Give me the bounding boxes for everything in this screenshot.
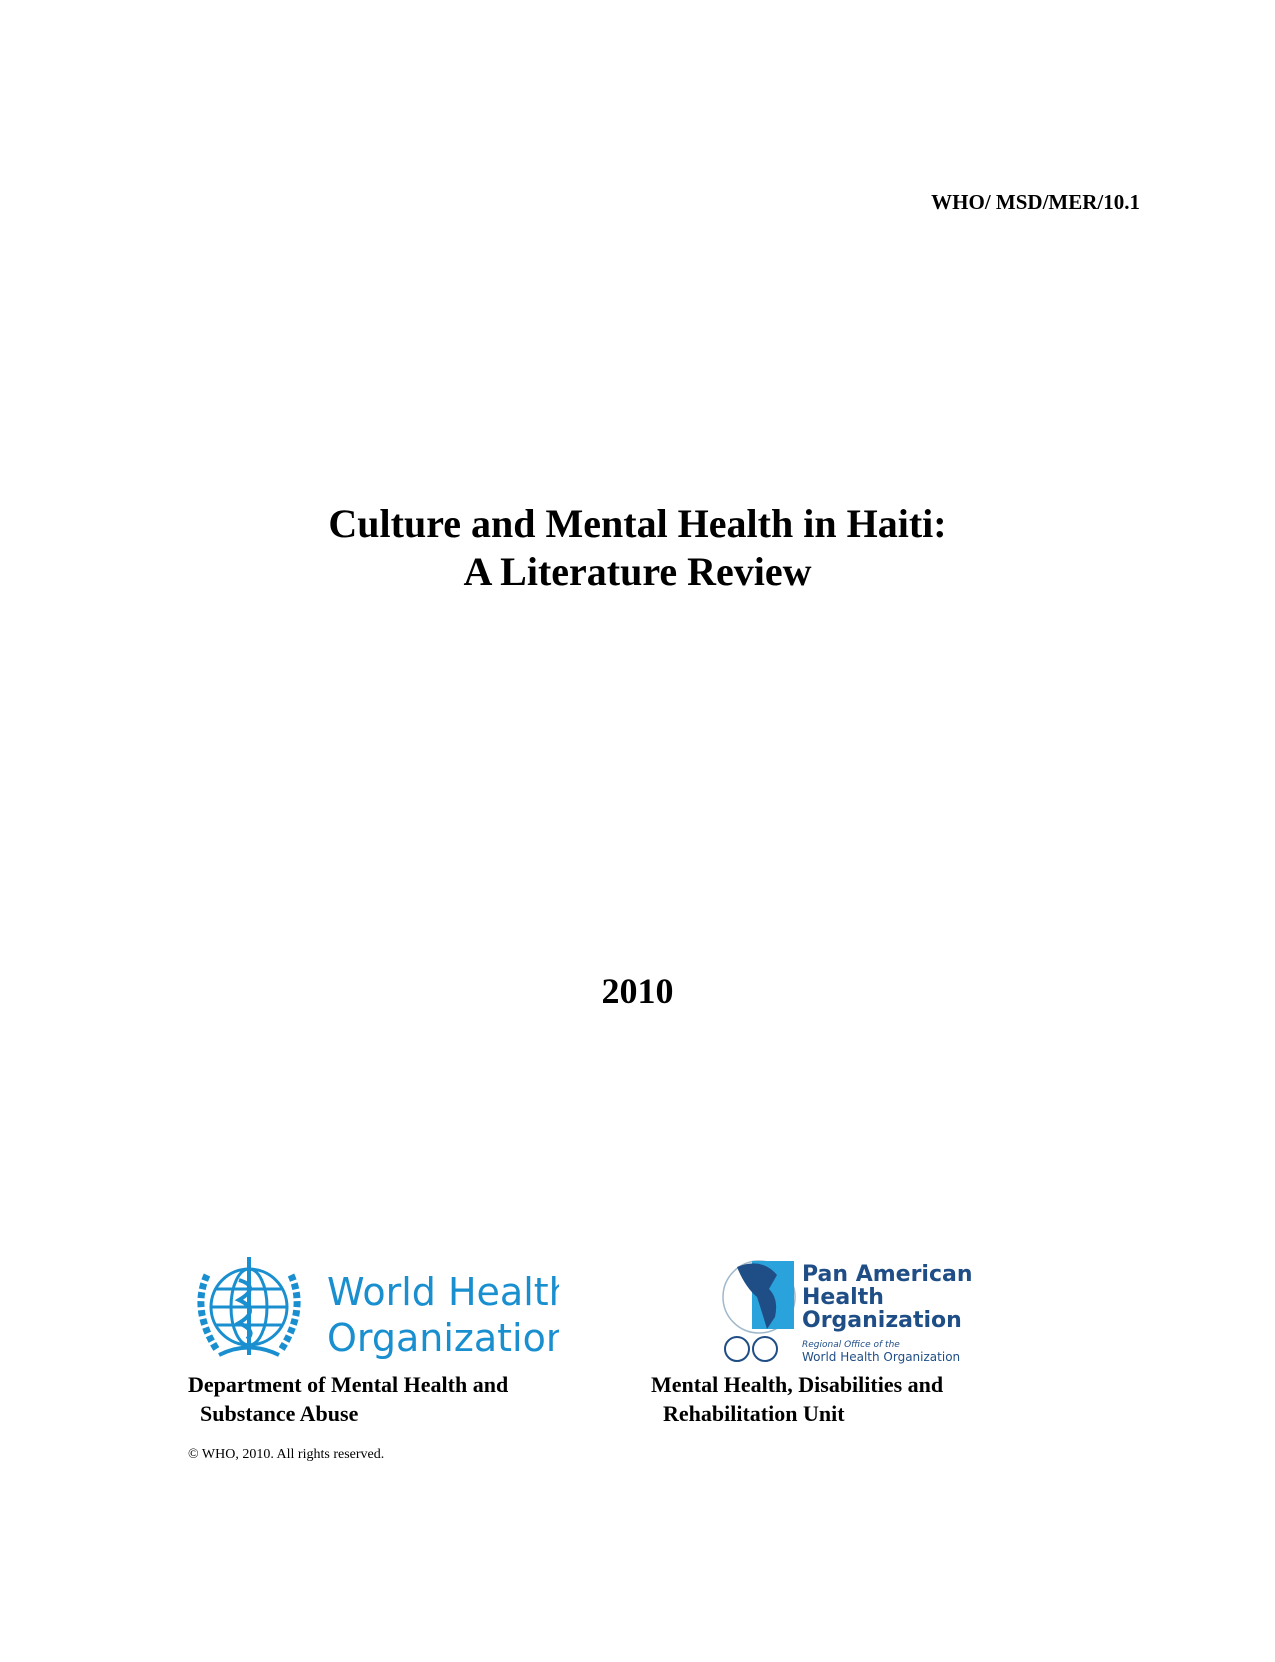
title-line-1: Culture and Mental Health in Haiti: [328,501,947,546]
title-line-2: A Literature Review [463,549,812,594]
document-title [0,500,1275,596]
who-logo-line-1: World Health [327,1270,559,1314]
who-logo [189,1255,559,1367]
who-department-line-1: Department of Mental Health and [188,1372,509,1397]
paho-logo-sub-1: Regional Office of the [802,1340,900,1350]
copyright-notice: © WHO, 2010. All rights reserved. [188,1447,385,1462]
document-number: WHO/ MSD/MER/10.1 [931,190,1140,214]
paho-logo-line-2: Health [802,1285,884,1310]
who-logo-line-2: Organization [327,1316,559,1360]
paho-unit-line-1: Mental Health, Disabilities and [651,1372,944,1397]
publication-year: 2010 [601,971,674,1011]
paho-unit-line-2: Rehabilitation Unit [663,1401,845,1426]
paho-logo [717,1257,992,1369]
who-department-line-2: Substance Abuse [200,1401,359,1426]
paho-logo-line-1: Pan American [802,1262,973,1287]
paho-logo-sub-2: World Health Organization [802,1350,961,1364]
who-emblem-icon [189,1255,559,1367]
paho-logo-line-3: Organization [802,1308,962,1333]
paho-unit [651,1370,943,1428]
who-department [188,1370,508,1428]
paho-emblem-icon [717,1257,992,1369]
